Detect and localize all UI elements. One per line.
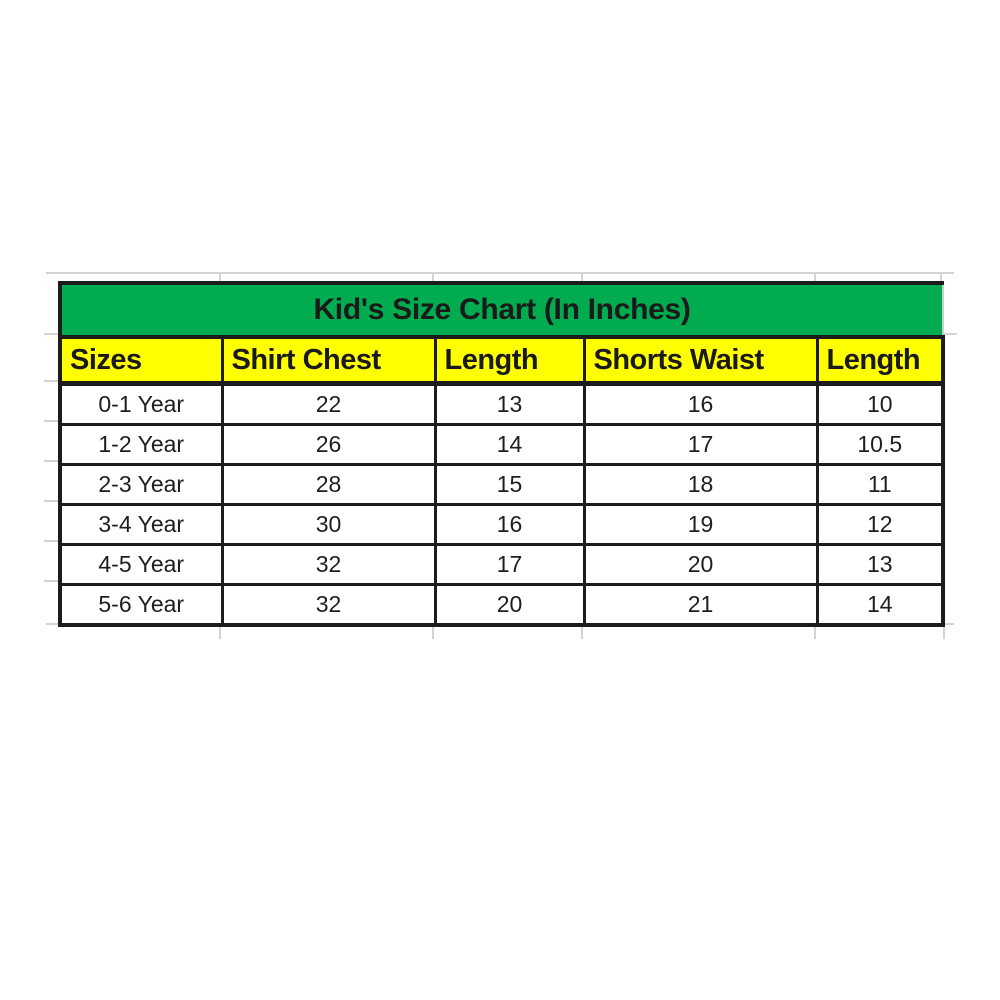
- value-cell: 11: [817, 465, 943, 505]
- column-header: Length: [435, 337, 584, 384]
- value-cell: 12: [817, 505, 943, 545]
- table-row: [60, 425, 943, 465]
- gridline: [44, 333, 58, 335]
- value-cell: 19: [584, 505, 817, 545]
- size-label-cell: 5-6 Year: [60, 585, 222, 626]
- gridline: [44, 420, 58, 422]
- gridline: [44, 380, 58, 382]
- value-cell: 13: [435, 384, 584, 425]
- value-cell: 32: [222, 585, 435, 626]
- value-cell: 10: [817, 384, 943, 425]
- kids-size-chart-table: [58, 281, 945, 627]
- value-cell: 14: [817, 585, 943, 626]
- value-cell: 30: [222, 505, 435, 545]
- size-table-body: [60, 384, 943, 626]
- gridline: [46, 272, 954, 274]
- value-cell: 32: [222, 545, 435, 585]
- column-header: Shirt Chest: [222, 337, 435, 384]
- table-row: [60, 545, 943, 585]
- gridline: [44, 500, 58, 502]
- table-row: [60, 384, 943, 425]
- value-cell: 13: [817, 545, 943, 585]
- size-label-cell: 1-2 Year: [60, 425, 222, 465]
- value-cell: 20: [584, 545, 817, 585]
- value-cell: 18: [584, 465, 817, 505]
- value-cell: 16: [435, 505, 584, 545]
- gridline: [44, 540, 58, 542]
- gridline: [44, 580, 58, 582]
- column-header: Shorts Waist: [584, 337, 817, 384]
- value-cell: 14: [435, 425, 584, 465]
- column-header: Sizes: [60, 337, 222, 384]
- gridline: [44, 460, 58, 462]
- value-cell: 17: [584, 425, 817, 465]
- header-row: [60, 337, 943, 384]
- table-title: Kid's Size Chart (In Inches): [60, 283, 943, 337]
- table-row: [60, 465, 943, 505]
- column-header: Length: [817, 337, 943, 384]
- value-cell: 16: [584, 384, 817, 425]
- value-cell: 26: [222, 425, 435, 465]
- table-row: [60, 585, 943, 626]
- size-label-cell: 4-5 Year: [60, 545, 222, 585]
- value-cell: 20: [435, 585, 584, 626]
- title-row: [60, 283, 943, 337]
- value-cell: 28: [222, 465, 435, 505]
- value-cell: 22: [222, 384, 435, 425]
- table-row: [60, 505, 943, 545]
- value-cell: 10.5: [817, 425, 943, 465]
- size-label-cell: 3-4 Year: [60, 505, 222, 545]
- value-cell: 15: [435, 465, 584, 505]
- size-label-cell: 0-1 Year: [60, 384, 222, 425]
- size-label-cell: 2-3 Year: [60, 465, 222, 505]
- value-cell: 21: [584, 585, 817, 626]
- value-cell: 17: [435, 545, 584, 585]
